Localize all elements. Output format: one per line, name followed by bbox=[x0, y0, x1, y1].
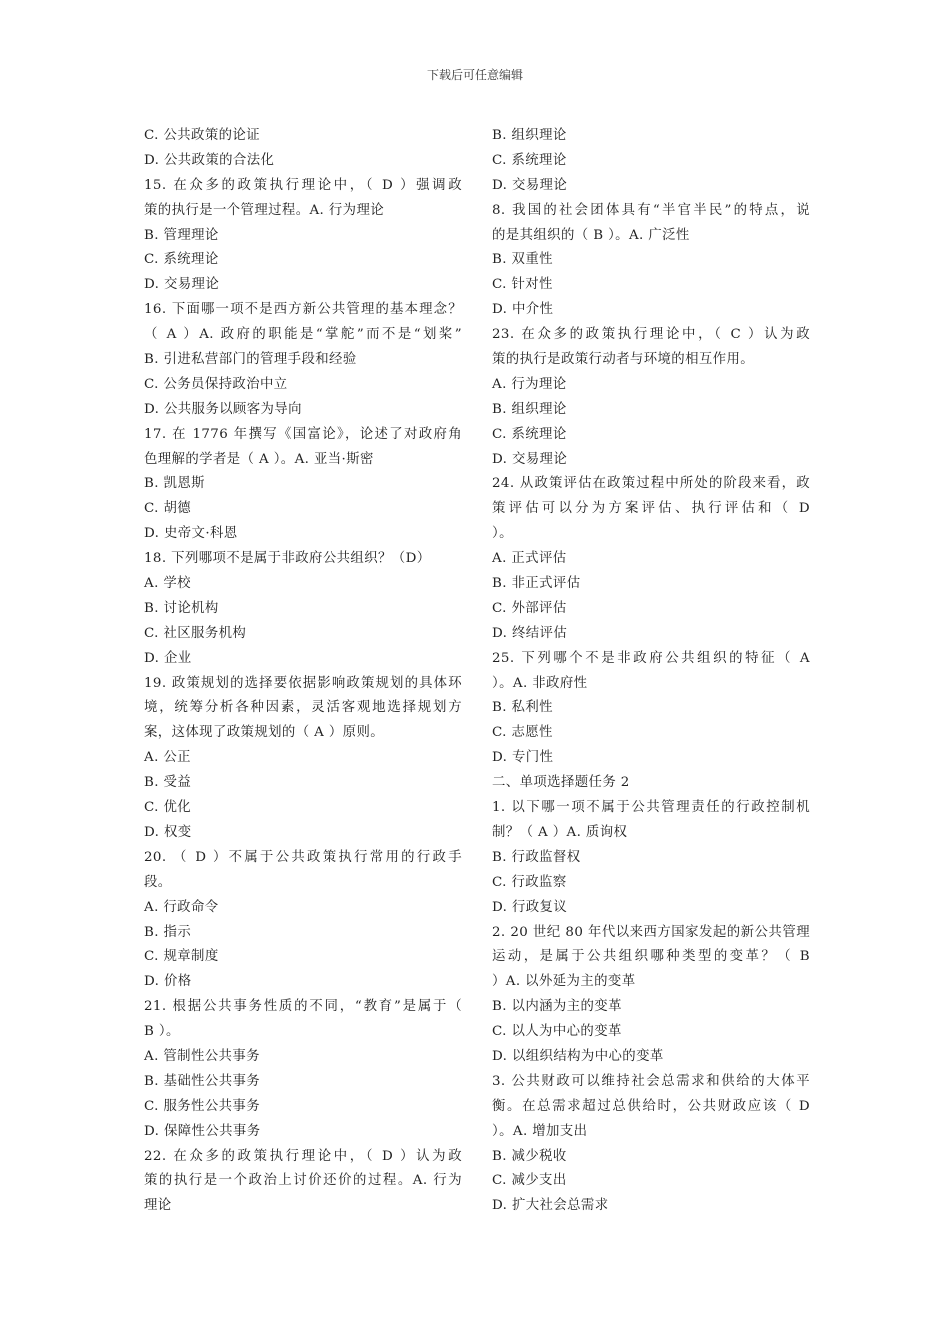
text-line: A. 正式评估 bbox=[492, 551, 567, 567]
text-line: B. 讨论机构 bbox=[144, 600, 219, 616]
text-line: D. 扩大社会总需求 bbox=[492, 1198, 609, 1214]
text-line: D. 交易理论 bbox=[144, 277, 220, 293]
text-line: D. 企业 bbox=[144, 650, 192, 666]
text-line: 19. 政策规划的选择要依据影响政策规划的具体环 bbox=[144, 675, 462, 691]
text-line: 2. 20 世纪 80 年代以来西方国家发起的新公共管理 bbox=[492, 924, 810, 940]
text-line: B. 行政监督权 bbox=[492, 849, 581, 865]
text-line: ）。 bbox=[492, 526, 513, 542]
text-line: A. 管制性公共事务 bbox=[144, 1048, 260, 1064]
text-line: 16. 下面哪一项不是西方新公共管理的基本理念？ bbox=[144, 302, 462, 318]
text-line: C. 优化 bbox=[144, 800, 192, 816]
text-line: B. 以内涵为主的变革 bbox=[492, 999, 622, 1015]
text-line: 制？（ A ）A. 质询权 bbox=[492, 824, 628, 840]
text-line: 衡。在总需求超过总供给时，公共财政应该（ D bbox=[492, 1098, 810, 1114]
text-line: D. 权变 bbox=[144, 824, 192, 840]
text-line: D. 交易理论 bbox=[492, 451, 568, 467]
text-line: 3. 公共财政可以维持社会总需求和供给的大体平 bbox=[492, 1073, 810, 1089]
text-line: 二、单项选择题任务 2 bbox=[492, 775, 630, 791]
text-line: 策的执行是一个管理过程。A. 行为理论 bbox=[144, 202, 385, 218]
text-line: D. 价格 bbox=[144, 974, 192, 990]
text-line: 段。 bbox=[144, 874, 172, 890]
text-line: D. 终结评估 bbox=[492, 625, 568, 641]
text-line: ）A. 以外延为主的变革 bbox=[492, 974, 636, 990]
text-line: B. 基础性公共事务 bbox=[144, 1073, 261, 1089]
text-line: 23. 在众多的政策执行理论中，（ C ）认为政 bbox=[492, 327, 810, 343]
text-line: ）。A. 非政府性 bbox=[492, 675, 588, 691]
page-header: 下载后可任意编辑 bbox=[426, 68, 523, 82]
text-line: C. 行政监察 bbox=[492, 874, 567, 890]
text-line: 运动，是属于公共组织哪种类型的变革？（ B bbox=[492, 949, 810, 965]
text-line: 策的执行是一个政治上讨价还价的过程。A. 行为 bbox=[144, 1173, 462, 1189]
text-line: D. 公共政策的合法化 bbox=[144, 152, 275, 168]
text-line: C. 公务员保持政治中立 bbox=[144, 376, 288, 392]
text-line: D. 中介性 bbox=[492, 302, 554, 318]
text-line: C. 社区服务机构 bbox=[144, 625, 247, 641]
text-line: D. 交易理论 bbox=[492, 177, 568, 193]
text-line: 案，这体现了政策规划的（ A ）原则。 bbox=[144, 725, 385, 741]
text-line: 17. 在 1776 年撰写《国富论》，论述了对政府角 bbox=[144, 426, 462, 442]
text-line: C. 胡德 bbox=[144, 501, 192, 517]
text-line: 18. 下列哪项不是属于非政府公共组织？（D） bbox=[144, 551, 431, 567]
text-line: D. 行政复议 bbox=[492, 899, 568, 915]
right-column bbox=[492, 124, 810, 1219]
text-line: B. 引进私营部门的管理手段和经验 bbox=[144, 352, 357, 368]
text-line: B ）。 bbox=[144, 1024, 180, 1040]
text-line: D. 以组织结构为中心的变革 bbox=[492, 1048, 664, 1064]
text-line: B. 双重性 bbox=[492, 252, 553, 268]
text-line: B. 减少税收 bbox=[492, 1148, 567, 1164]
text-line: B. 私利性 bbox=[492, 700, 553, 716]
text-line: C. 外部评估 bbox=[492, 600, 567, 616]
left-column bbox=[144, 124, 462, 1219]
text-line: B. 非正式评估 bbox=[492, 576, 581, 592]
text-line: B. 组织理论 bbox=[492, 128, 567, 143]
text-line: ）。A. 增加支出 bbox=[492, 1123, 588, 1139]
text-line: D. 专门性 bbox=[492, 750, 554, 766]
text-line: D. 史帝文·科恩 bbox=[144, 526, 238, 542]
text-line: 22. 在众多的政策执行理论中，（ D ）认为政 bbox=[144, 1148, 462, 1164]
text-line: 20. （ D ）不属于公共政策执行常用的行政手 bbox=[144, 849, 462, 865]
text-line: 25. 下列哪个不是非政府公共组织的特征（ A bbox=[492, 650, 810, 666]
text-line: A. 公正 bbox=[144, 750, 191, 766]
text-line: D. 保障性公共事务 bbox=[144, 1123, 261, 1139]
text-line: B. 受益 bbox=[144, 775, 192, 791]
text-line: C. 公共政策的论证 bbox=[144, 128, 261, 143]
text-line: 策评估可以分为方案评估、执行评估和（ D bbox=[492, 501, 810, 517]
text-line: 理论 bbox=[144, 1198, 172, 1214]
text-line: B. 组织理论 bbox=[492, 401, 567, 417]
text-line: 21. 根据公共事务性质的不同，“教育”是属于（ bbox=[144, 999, 462, 1015]
text-line: B. 凯恩斯 bbox=[144, 476, 205, 492]
text-line: C. 志愿性 bbox=[492, 725, 553, 741]
text-line: C. 减少支出 bbox=[492, 1173, 567, 1189]
text-line: C. 针对性 bbox=[492, 277, 553, 293]
text-line: （ A ）A. 政府的职能是“掌舵”而不是“划桨” bbox=[144, 327, 462, 343]
text-line: 境，统筹分析各种因素，灵活客观地选择规划方 bbox=[144, 700, 462, 716]
text-line: 15. 在众多的政策执行理论中，（ D ）强调政 bbox=[144, 177, 462, 193]
text-line: B. 管理理论 bbox=[144, 227, 219, 243]
text-line: A. 学校 bbox=[144, 576, 191, 592]
text-line: 8. 我国的社会团体具有“半官半民”的特点，说 bbox=[492, 202, 810, 218]
text-line: C. 以人为中心的变革 bbox=[492, 1024, 622, 1040]
text-line: C. 服务性公共事务 bbox=[144, 1098, 261, 1114]
text-line: C. 规章制度 bbox=[144, 949, 219, 965]
text-line: C. 系统理论 bbox=[492, 426, 567, 442]
text-line: A. 行为理论 bbox=[492, 376, 567, 392]
text-line: 1. 以下哪一项不属于公共管理责任的行政控制机 bbox=[492, 800, 810, 816]
text-line: A. 行政命令 bbox=[144, 899, 219, 915]
text-line: D. 公共服务以顾客为导向 bbox=[144, 401, 302, 417]
text-line: 24. 从政策评估在政策过程中所处的阶段来看，政 bbox=[492, 476, 810, 492]
text-line: 策的执行是政策行动者与环境的相互作用。 bbox=[492, 352, 755, 368]
text-line: C. 系统理论 bbox=[492, 152, 567, 168]
text-line: C. 系统理论 bbox=[144, 252, 219, 268]
text-line: B. 指示 bbox=[144, 924, 192, 940]
text-line: 色理解的学者是（ A ）。A. 亚当·斯密 bbox=[144, 451, 374, 467]
text-line: 的是其组织的（ B ）。A. 广泛性 bbox=[492, 227, 690, 243]
